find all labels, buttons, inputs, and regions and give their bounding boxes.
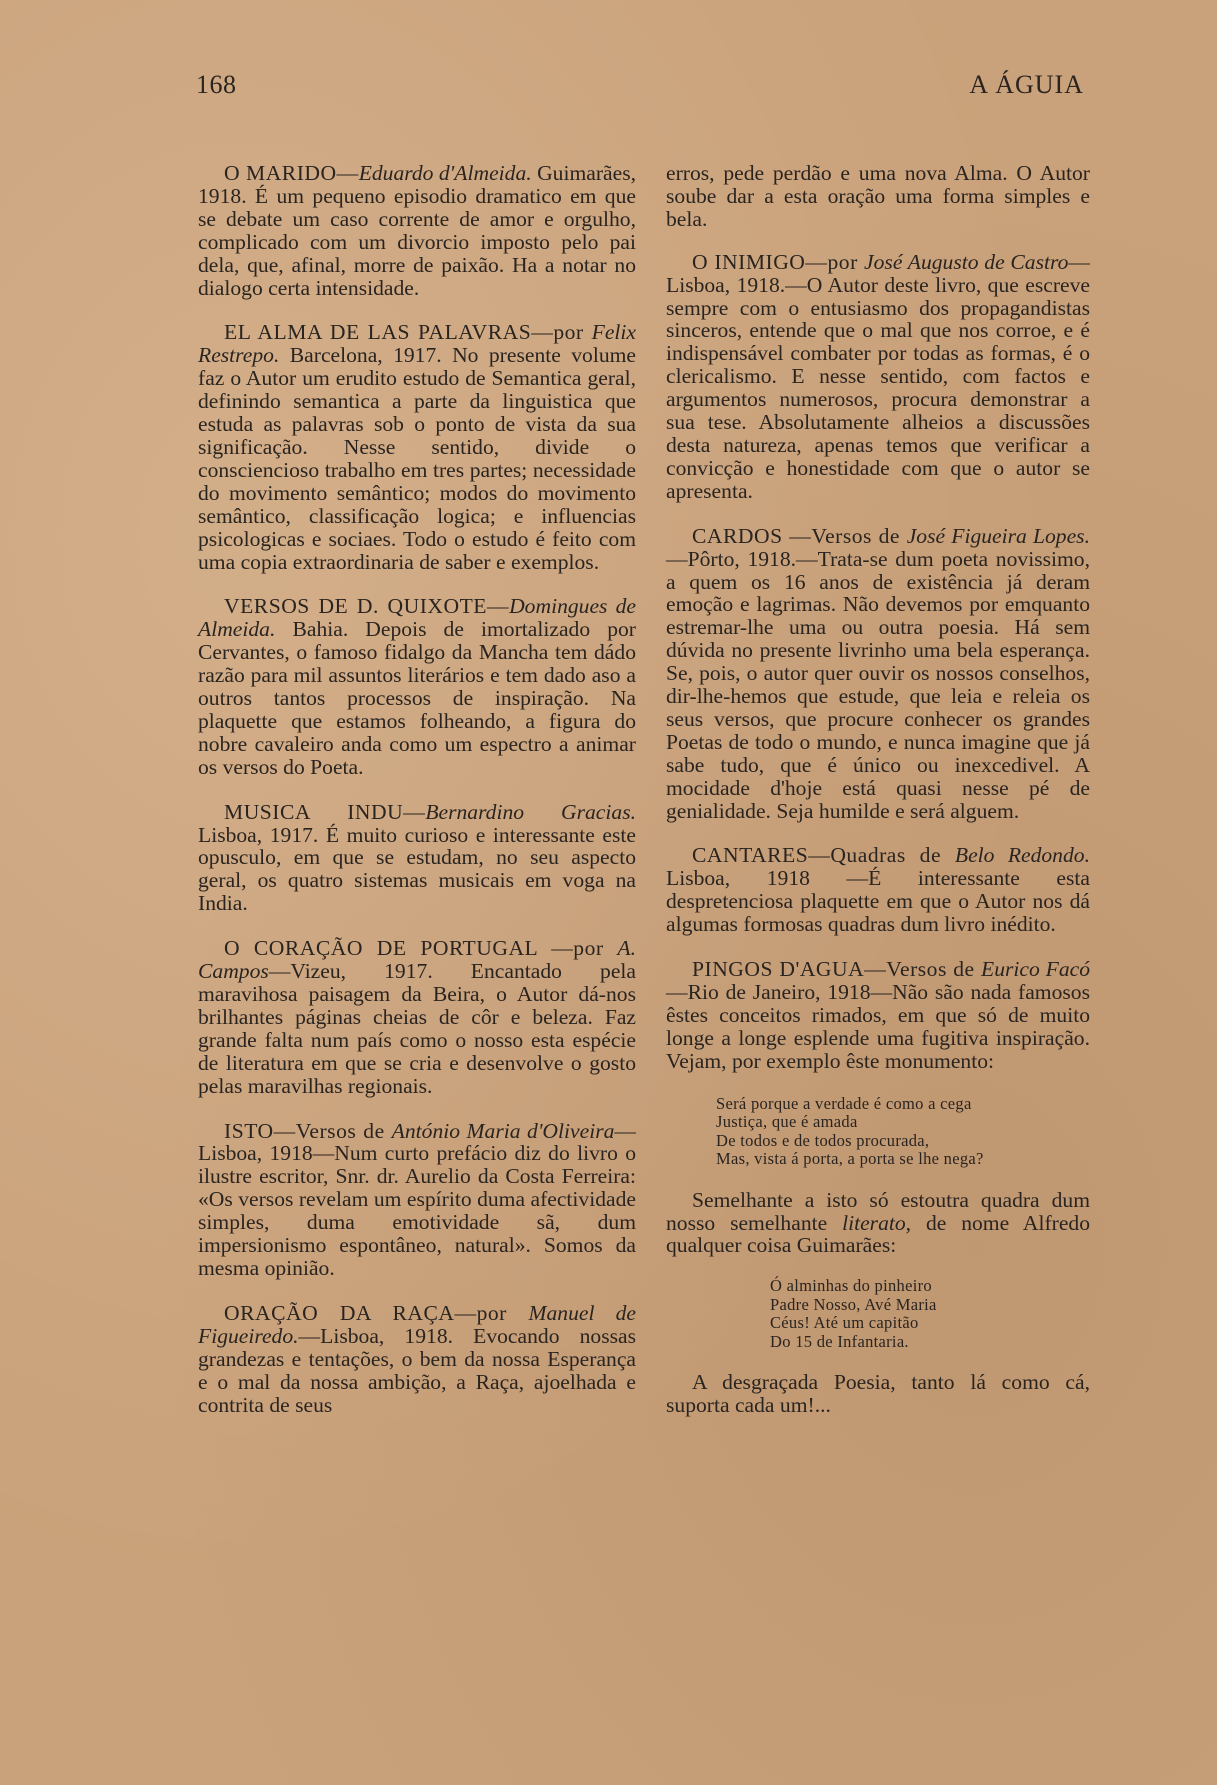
entry-author: José Figueira Lopes. — [906, 523, 1090, 548]
commentary-text: , de nome Alfredo qualquer coisa Guimarães: — [666, 1210, 1090, 1258]
running-header: A ÁGUIA — [969, 70, 1084, 99]
verse-line: Será porque a verdade é como a cega — [716, 1093, 972, 1113]
entry-body: —Rio de Janeiro, 1918—Não são nada famosos êstes conceitos rimados, em que só de muito longe a longe esplende uma fugitiva inspiração. Vejam, por exemplo êste monumento: — [666, 980, 1090, 1073]
entry-body: —Vizeu, 1917. Encantado pela maravihosa paisagem da Beira, o Autor dá-nos brilhantes páginas cheias de côr e beleza. Faz grande falta num país como o nosso esta espécie de literatura em que se cria e desenvolve o gosto pelas maravilhas regionais. — [198, 959, 636, 1098]
entry-title: CARDOS —Versos de — [692, 523, 907, 548]
verse-line: Do 15 de Infantaria. — [770, 1331, 909, 1351]
entry-author: Manuel de Figueiredo. — [198, 1300, 636, 1348]
entry-title: EL ALMA DE LAS PALAVRAS—por — [224, 320, 592, 345]
entry-title: CANTARES—Quadras de — [692, 843, 955, 868]
entry-author: José Augusto de Castro — [864, 249, 1069, 274]
verse-line: Padre Nosso, Avé Maria — [770, 1294, 937, 1314]
entry-title: ISTO—Versos de — [224, 1118, 392, 1143]
commentary-emphasis: literato — [842, 1210, 906, 1235]
entry-title: ORAÇÃO DA RAÇA—por — [224, 1300, 529, 1325]
review-entry — [666, 251, 1090, 503]
entry-title: VERSOS DE D. QUIXOTE— — [224, 594, 510, 619]
entry-author: A. Campos — [198, 936, 636, 984]
entry-body: Lisboa, 1918 —É interessante esta despretenciosa plaquette em que o Autor nos dá algumas formosas quadras dum livro inédito. — [666, 866, 1090, 937]
entry-body: —Pôrto, 1918.—Trata-se dum poeta novissimo, a quem os 16 anos de existência já deram emoção e lagrimas. Não devemos por emquanto estremar-lhe uma ou outra poesia. Há sem dúvida no presente livrinho uma bela esperança. Se, pois, o autor quer ouvir os nossos conselhos, dir-lhe-hemos que estude, que leia e releia os seus versos, que procure conhecer os grandes Poetas de todo o mundo, e nunca imagine que já sabe tudo, que é único ou inexcedivel. A mocidade d'hoje está quasi nesse pé de genialidade. Seja humilde e será alguem. — [666, 546, 1090, 823]
entry-author: Felix Restrepo. — [198, 320, 636, 368]
entry-author: Bernardino Gracias. — [425, 799, 636, 824]
entry-author: Eurico Facó — [981, 957, 1090, 982]
entry-body: Lisboa, 1917. É muito curioso e interessante este opusculo, em que se estudam, no seu aspecto geral, os quatro sistemas musicais em voga na India. — [198, 822, 636, 916]
review-entry — [198, 321, 636, 573]
continuation-text: erros, pede perdão e uma nova Alma. O Autor soube dar a esta oração uma forma simples e bela. — [666, 161, 1090, 231]
verse-line: Céus! Até um capitão — [770, 1313, 919, 1333]
verse-line: Mas, vista á porta, a porta se lhe nega? — [716, 1149, 984, 1169]
left-column — [198, 162, 636, 1438]
entry-author: Eduardo d'Almeida. — [358, 161, 532, 185]
review-entry — [198, 937, 636, 1097]
entry-body: —Lisboa, 1918—Num curto prefácio diz do livro o ilustre escritor, Snr. dr. Aurelio da Costa Ferreira: «Os versos revelam um espírito duma afectividade simples, duma emotividade sã, dum impersionismo espontâneo, natural». Somos da mesma opinião. — [198, 1118, 636, 1280]
review-entry — [666, 844, 1090, 936]
closing-paragraph: A desgraçada Poesia, tanto lá como cá, suporta cada um!... — [666, 1370, 1090, 1418]
review-entry — [198, 1302, 636, 1417]
entry-title: O MARIDO— — [224, 161, 359, 185]
entry-author: Domingues de Almeida. — [198, 594, 636, 642]
review-entry — [198, 1120, 636, 1280]
entry-body: Bahia. Depois de imortalizado por Cervantes, o famoso fidalgo da Mancha tem dádo razão para mil assuntos literários e tem dado aso a outros tantos processos de inspiração. Na plaquette que estamos folheando, a figura do nobre cavaleiro anda como um espectro a animar os versos do Poeta. — [198, 617, 636, 779]
verse-line: Ó alminhas do pinheiro — [770, 1276, 932, 1296]
entry-body: Guimarães, 1918. É um pequeno episodio dramatico em que se debate um caso corrente de amor e orgulho, complicado com um divorcio imposto pelo pai dela, que, afinal, morre de paixão. Ha a notar no dialogo certa intensidade. — [198, 161, 636, 300]
page-number: 168 — [196, 70, 237, 99]
entry-title: PINGOS D'AGUA—Versos de — [692, 957, 981, 982]
entry-author: Belo Redondo. — [954, 843, 1090, 868]
entry-body: —Lisboa, 1918. Evocando nossas grandezas e tentações, o bem da nossa Esperança e o mal da nossa ambição, a Raça, ajoelhada e contrita de seus — [198, 1323, 636, 1417]
entry-title: O INIMIGO—por — [692, 249, 865, 274]
review-entry — [198, 162, 636, 299]
verse-quote — [770, 1277, 1090, 1351]
review-entry — [198, 595, 636, 778]
verse-line: Justiça, que é amada — [716, 1112, 858, 1132]
entry-body: Barcelona, 1917. No presente volume faz o Autor um erudito estudo de Semantica geral, definindo semantica a parte da linguistica que estuda as palavras sob o ponto de vista da sua significação. Nesse sentido, divide o consciencioso trabalho em tres partes; necessidade do movimento semântico; modos do movimento semântico, classificação logica; e influencias psicologicas e sociaes. Todo o estudo é feito com uma copia extraordinaria de saber e exemplos. — [198, 343, 636, 574]
right-column — [666, 162, 1090, 1437]
commentary-paragraph — [666, 1189, 1090, 1258]
verse-line: De todos e de todos procurada, — [716, 1130, 930, 1150]
entry-title: MUSICA INDU— — [224, 799, 426, 824]
entry-author: António Maria d'Oliveira — [391, 1118, 615, 1143]
review-entry — [666, 958, 1090, 1073]
commentary-text: Semelhante a isto só estoutra quadra dum nosso semelhante — [666, 1187, 1090, 1235]
review-entry — [198, 801, 636, 916]
review-entry — [666, 525, 1090, 823]
entry-body: —Lisboa, 1918.—O Autor deste livro, que escreve sempre com o entusiasmo dos propagandistas sinceros, entende que o mal que nos corroe, e é indispensável combater por todas as formas, é o clericalismo. E nesse sentido, com factos e argumentos numerosos, procura demonstrar a sua tese. Absolutamente alheios a discussões desta natureza, apenas temos que verificar a convicção e honestidade com que o autor se apresenta. — [666, 249, 1091, 503]
entry-title: O CORAÇÃO DE PORTUGAL —por — [224, 936, 618, 961]
verse-quote — [716, 1095, 1090, 1169]
